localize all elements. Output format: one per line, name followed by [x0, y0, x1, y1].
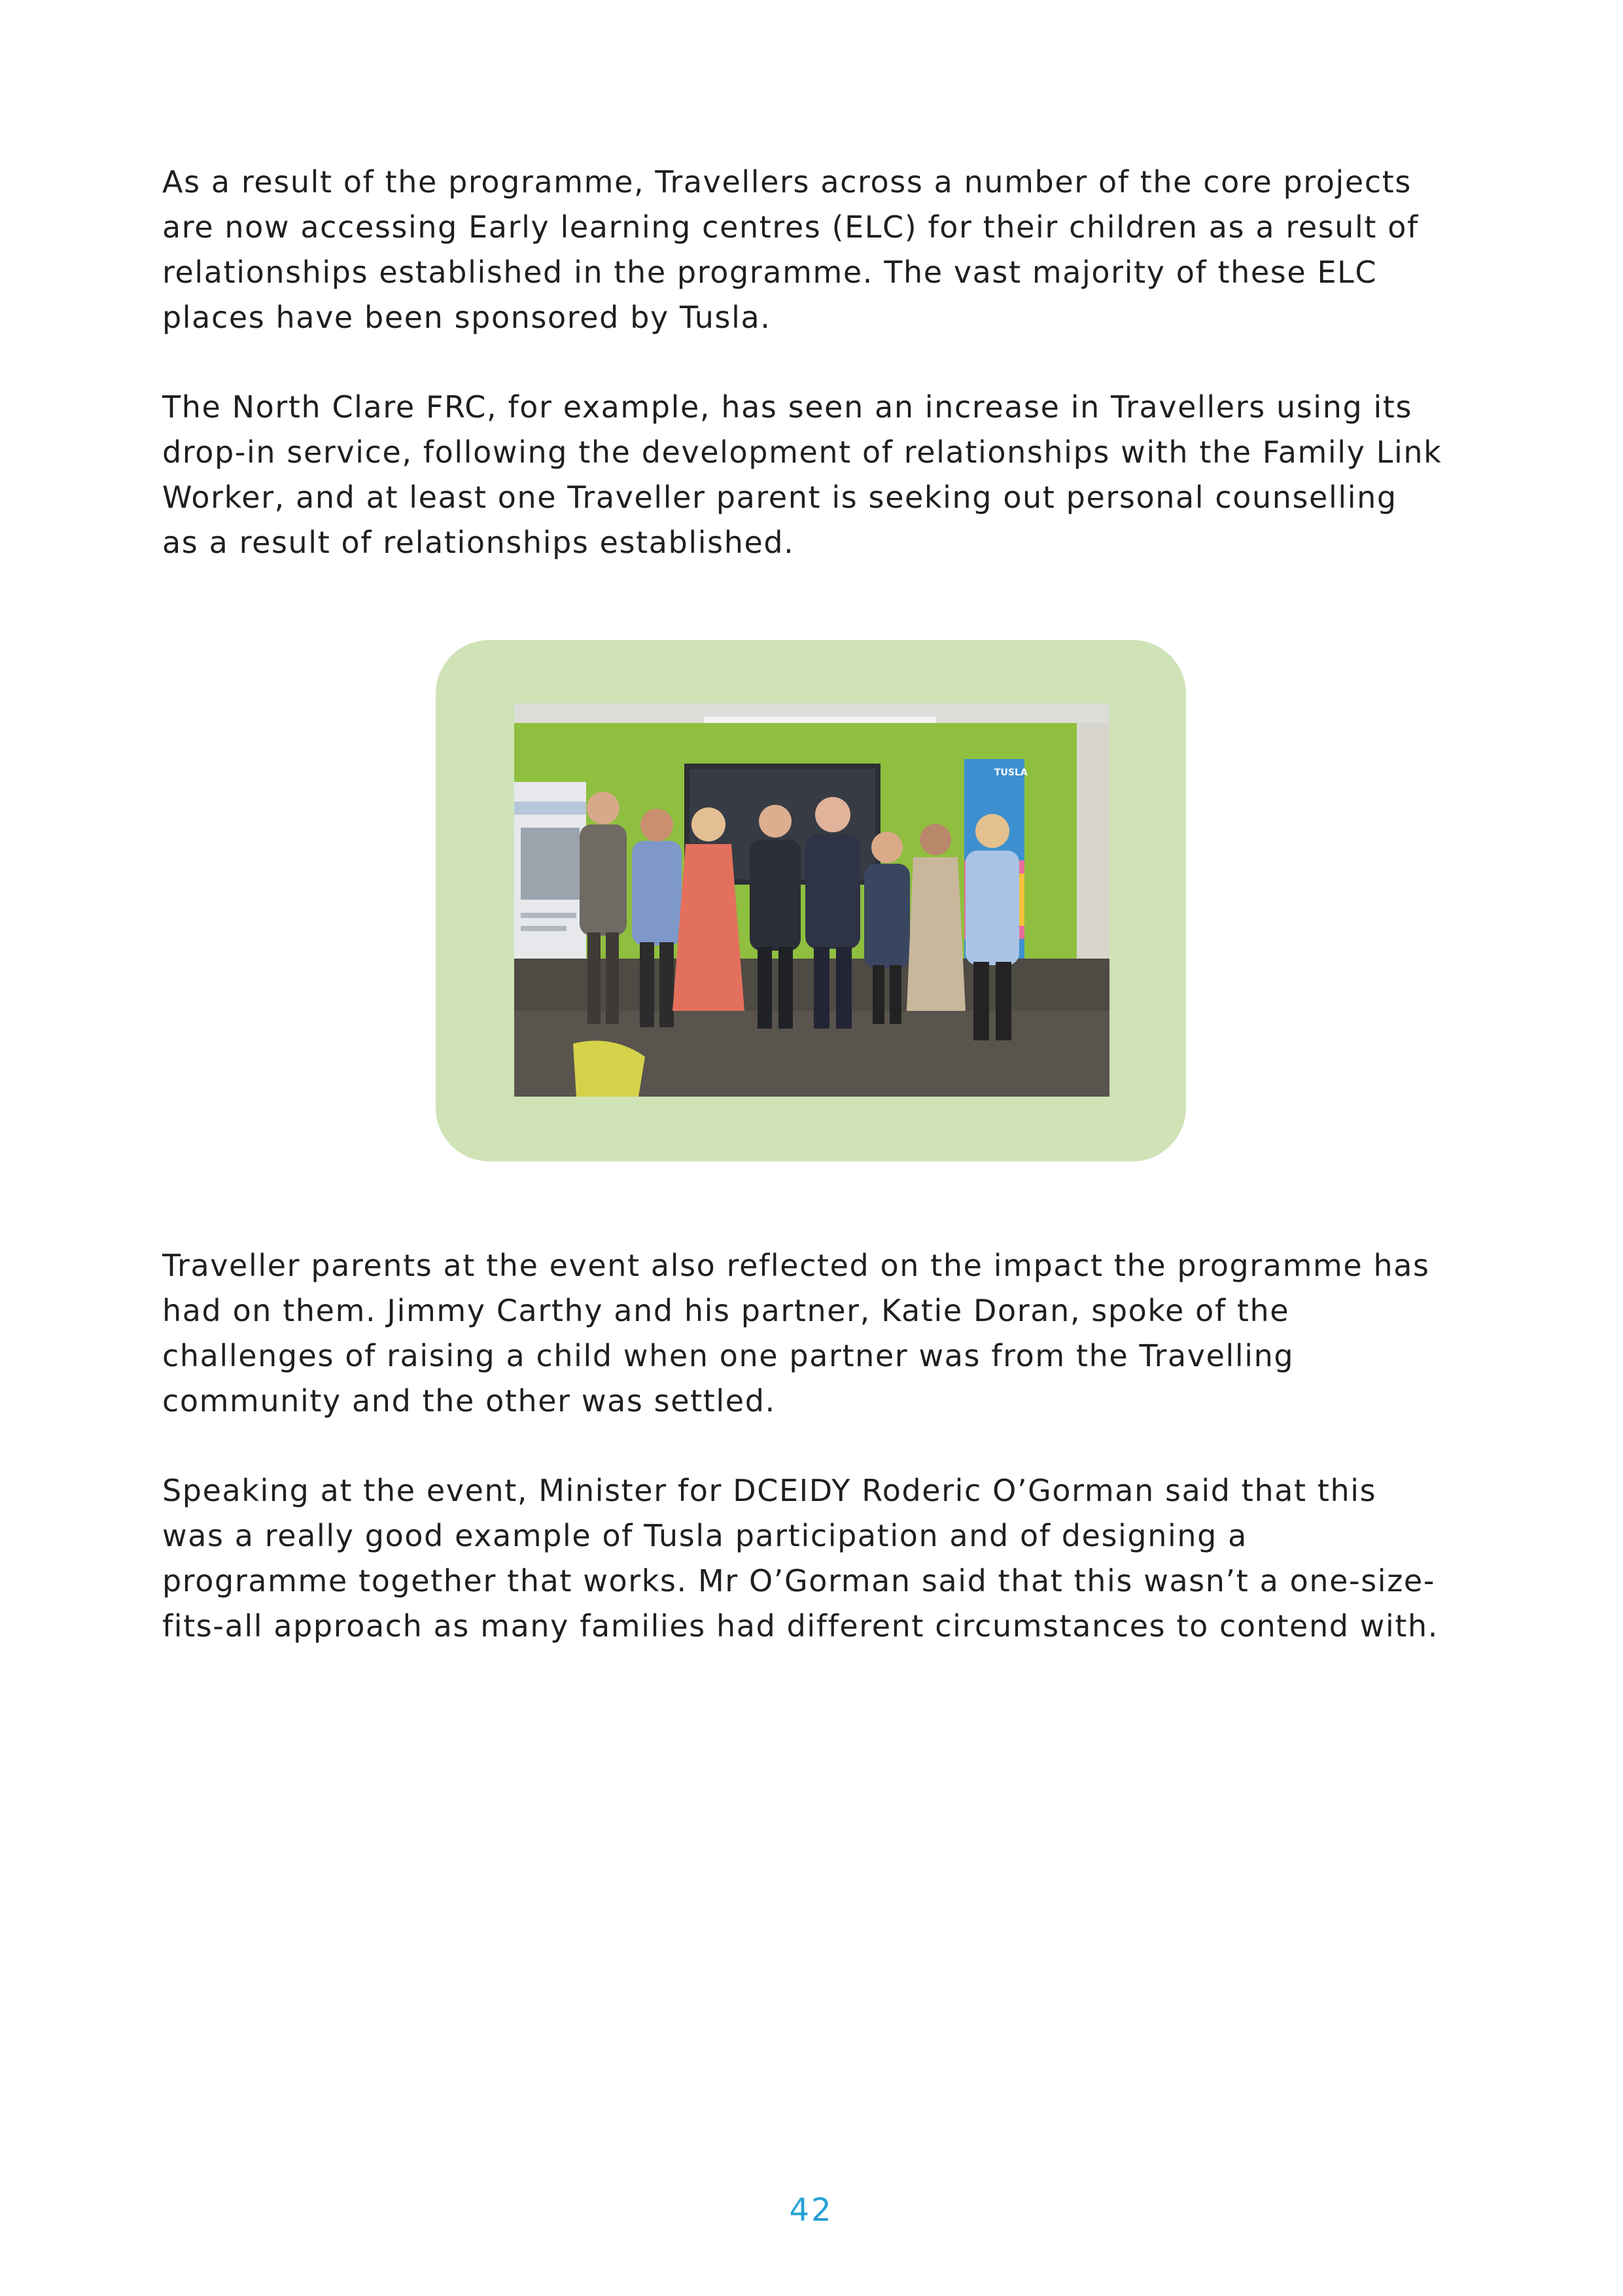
text-line: was a really good example of Tusla participation and of designing a [162, 1518, 1248, 1553]
text-line: places have been sponsored by Tusla. [162, 300, 771, 335]
paragraph-elc-access [162, 160, 1471, 340]
text-line: As a result of the programme, Travellers across a number of the core projects [162, 164, 1412, 200]
text-line: are now accessing Early learning centres (ELC) for their children as a result of [162, 209, 1419, 245]
text-line: The North Clare FRC, for example, has seen an increase in Travellers using its [162, 389, 1413, 425]
event-group-photo [514, 703, 1109, 1097]
text-line: Worker, and at least one Traveller parent is seeking out personal counselling [162, 480, 1397, 515]
photo-frame [436, 640, 1186, 1161]
text-line: as a result of relationships established. [162, 525, 795, 560]
paragraph-minister-quote [162, 1468, 1471, 1649]
banner-logo-text: TUSLA [994, 768, 1028, 778]
text-line: drop-in service, following the development of relationships with the Family Link [162, 434, 1442, 470]
text-line: had on them. Jimmy Carthy and his partner, Katie Doran, spoke of the [162, 1293, 1290, 1328]
text-line: challenges of raising a child when one partner was from the Travelling [162, 1338, 1295, 1373]
text-line: relationships established in the programme. The vast majority of these ELC [162, 255, 1378, 290]
text-line: Speaking at the event, Minister for DCEIDY Roderic O’Gorman said that this [162, 1473, 1377, 1508]
paragraph-traveller-parents [162, 1243, 1471, 1424]
text-line: Traveller parents at the event also reflected on the impact the programme has [162, 1248, 1430, 1283]
text-line: programme together that works. Mr O’Gorman said that this wasn’t a one-size- [162, 1563, 1436, 1598]
text-line: community and the other was settled. [162, 1383, 776, 1419]
paragraph-north-clare-frc [162, 385, 1471, 565]
page-number: 42 [789, 2192, 833, 2229]
text-line: fits-all approach as many families had different circumstances to contend with. [162, 1608, 1439, 1644]
